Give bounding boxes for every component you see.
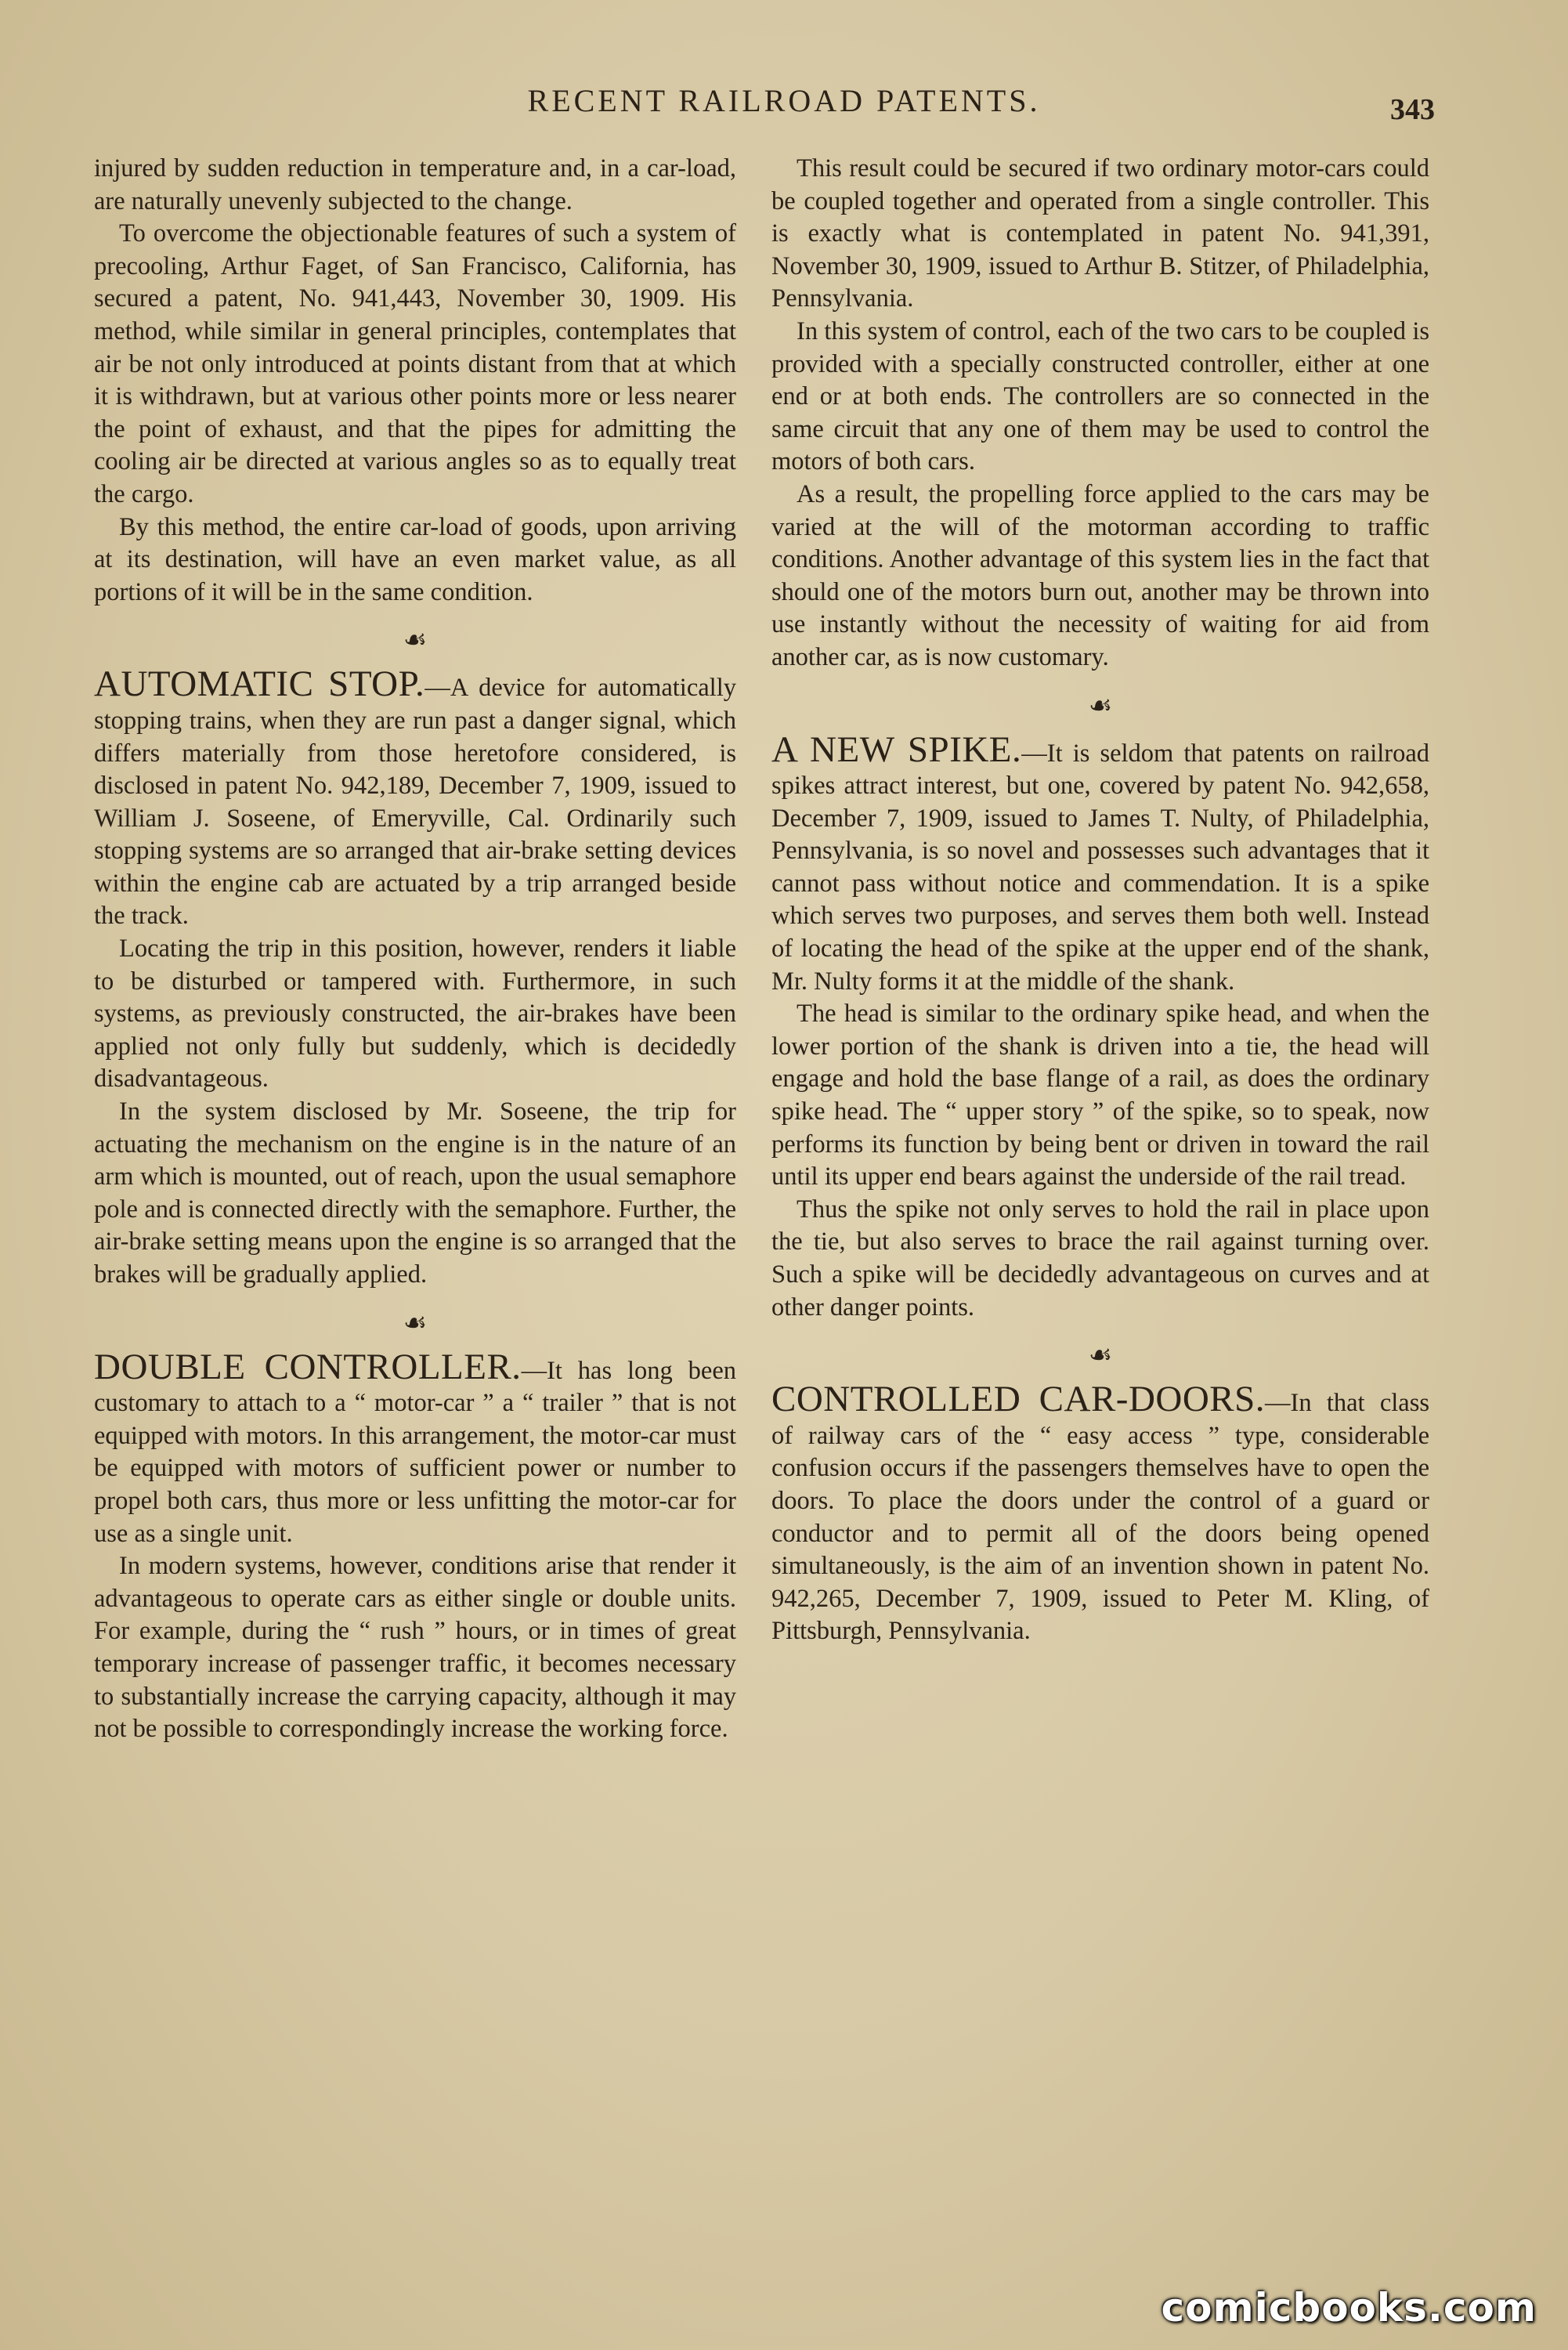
fleuron-ornament: ☙ bbox=[403, 626, 428, 656]
article-heading: AUTOMATIC STOP. bbox=[94, 663, 425, 705]
paragraph: In the system disclosed by Mr. Soseene, the trip for actuating the mechanism on the engine is in the nature of an arm which is mounted, out of reach, upon the usual semaphore pole and is connected directly with the semaphore. Further, the air-brake setting means upon the engine is so arranged that the brakes will be gradually applied. bbox=[94, 1097, 736, 1289]
running-title: RECENT RAILROAD PATENTS. bbox=[527, 83, 1041, 118]
article-double-controller bbox=[94, 1346, 736, 1551]
paragraph: Locating the trip in this position, however, renders it liable to be disturbed or tampered with. Furthermore, in such systems, as previously constructed, the air-brakes have been applied not only fully but suddenly, which is decidedly disadvantageous. bbox=[94, 935, 736, 1094]
fleuron-ornament: ☙ bbox=[1088, 1341, 1113, 1371]
paragraph: The head is similar to the ordinary spike head, and when the lower portion of the shank is driven into a tie, the head will engage and hold the base flange of a rail, as does the ordinary spike head. The “ upper story ” of the spike, so to speak, now performs its function by being bent or driven in toward the rail until its upper end bears against the underside of the rail tread. bbox=[771, 1000, 1429, 1191]
paragraph: By this method, the entire car-load of goods, upon arriving at its destination, will have an even market value, as all portions of it will be in the same condition. bbox=[94, 512, 736, 606]
article-lead: —A device for automatically stopping trains, when they are run past a danger signal, which differs materially from those heretofore considered, is disclosed in patent No. 942,189, December 7, 1909, issued to William J. Soseene, of Emeryville, Cal. Ordinarily such stopping systems are so arranged that air-brake setting devices within the engine cab are actuated by a trip arranged beside the track. bbox=[94, 674, 736, 931]
paragraph: In this system of control, each of the two cars to be coupled is provided with a specially constructed controller, either at one end or at both ends. The controllers are so connected in the same circuit that any one of them may be used to control the motors of both cars. bbox=[771, 316, 1429, 476]
watermark-logo: comicbooks.com bbox=[1161, 2285, 1537, 2330]
paragraph: To overcome the objectionable features of such a system of precooling, Arthur Faget, of San Francisco, California, has secured a patent, No. 941,443, November 30, 1909. His method, while similar in general principles, contemplates that air be not only introduced at points distant from that at which it is withdrawn, but at various other points more or less nearer the point of exhaust, and that the pipes for admitting the cooling air be directed at various angles so as to equally treat the cargo. bbox=[94, 219, 736, 508]
left-column bbox=[94, 153, 736, 1746]
paragraph: As a result, the propelling force applied to the cars may be varied at the will of the motorman according to traffic conditions. Another advantage of this system lies in the fact that should one of the motors burn out, another may be thrown into use instantly without the necessity of waiting for aid from another car, as is now customary. bbox=[771, 479, 1429, 671]
fleuron-ornament: ☙ bbox=[403, 1308, 428, 1338]
right-column bbox=[771, 153, 1429, 1648]
article-lead: —It is seldom that patents on railroad spikes attract interest, but one, covered by patent No. 942,658, December 7, 1909, issued to James T. Nulty, of Philadelphia, Pennsylvania, is so novel and possesses such advantages that it cannot pass without notice and commendation. It is a spike which serves two purposes, and serves them both well. Instead of locating the head of the spike at the upper end of the shank, Mr. Nulty forms it at the middle of the shank. bbox=[771, 739, 1430, 996]
paragraph: In modern systems, however, conditions arise that render it advantageous to operate cars as either single or double units. For example, during the “ rush ” hours, or in times of great temporary increase of passenger traffic, it becomes necessary to substantially increase the carrying capacity, although it may not be possible to correspondingly increase the working force. bbox=[94, 1552, 736, 1744]
article-automatic-stop bbox=[94, 663, 736, 933]
paragraph: This result could be secured if two ordinary motor-cars could be coupled together and operated from a single controller. This is exactly what is contemplated in patent No. 941,391, November 30, 1909, issued to Arthur B. Stitzer, of Philadelphia, Pennsylvania. bbox=[771, 154, 1429, 313]
fleuron-ornament: ☙ bbox=[1088, 691, 1113, 721]
article-lead: —It has long been customary to attach to a “ motor-car ” a “ trailer ” that is not equipped with motors. In this arrangement, the motor-car must be equipped with motors of sufficient power or number to propel both cars, thus more or less unfitting the motor-car for use as a single unit. bbox=[94, 1356, 736, 1548]
article-new-spike bbox=[771, 728, 1430, 999]
article-heading: CONTROLLED CAR-DOORS. bbox=[771, 1379, 1266, 1420]
article-lead: —In that class of railway cars of the “ easy access ” type, considerable confusion occurs if the passengers themselves have to open the doors. To place the doors under the control of a guard or conductor and to permit all of the doors being opened simultaneously, is the aim of an invention shown in patent No. 942,265, December 7, 1909, issued to Peter M. Kling, of Pittsburgh, Pennsylvania. bbox=[771, 1389, 1429, 1646]
article-heading: DOUBLE CONTROLLER. bbox=[94, 1346, 522, 1387]
article-heading: A NEW SPIKE. bbox=[771, 728, 1022, 770]
page-number: 343 bbox=[1390, 93, 1435, 126]
article-car-doors bbox=[771, 1379, 1429, 1648]
paragraph: Thus the spike not only serves to hold the rail in place upon the tie, but also serves to brace the rail against turning over. Such a spike will be decidedly advantageous on curves and at other danger points. bbox=[771, 1195, 1429, 1321]
paragraph: injured by sudden reduction in temperature and, in a car-load, are naturally unevenly subjected to the change. bbox=[94, 154, 736, 215]
